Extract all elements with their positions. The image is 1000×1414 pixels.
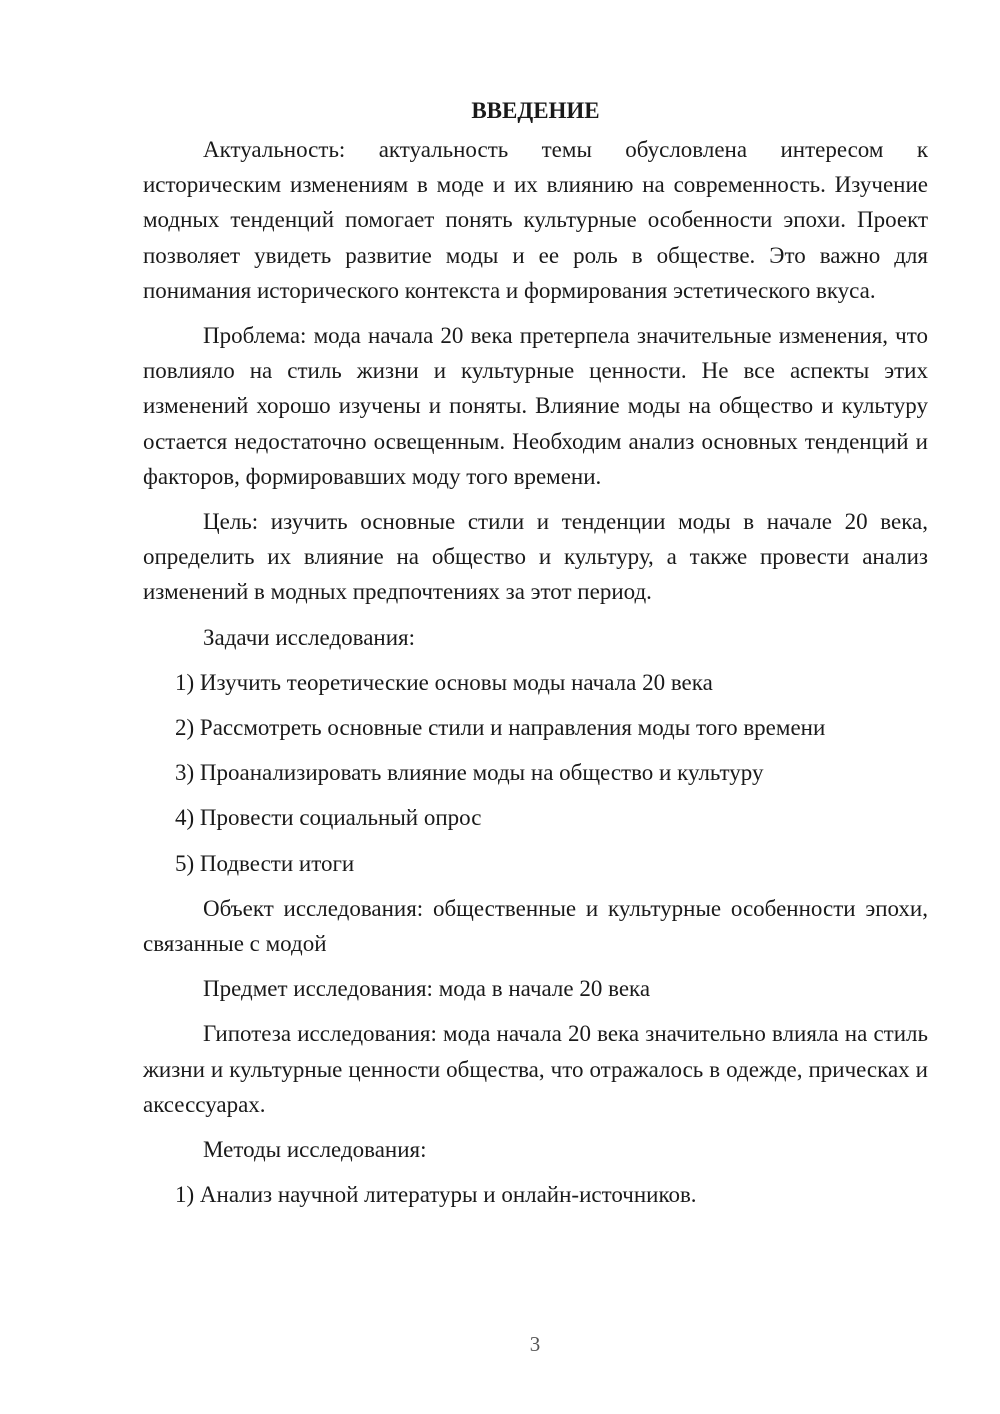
list-item: 4) Провести социальный опрос <box>175 805 482 831</box>
tasks-title: Задачи исследования: <box>203 624 416 650</box>
methods-title: Методы исследования: <box>203 1137 427 1163</box>
page-number: 3 <box>529 1332 541 1356</box>
object-paragraph: Объект исследования: общественные и культурные особенности эпохи, связанные с модой <box>143 895 928 957</box>
problem-paragraph: Проблема: мода начала 20 века претерпела значительные изменения, что повлияло на стиль жизни и культурные ценности. Не все аспекты этих изменений хорошо изучены и поняты. Влияние моды на общество и культуру остается недостаточно освещенным. Необходим анализ основных тенденций и факторов, формировавших моду того времени. <box>143 323 928 489</box>
list-item: 1) Анализ научной литературы и онлайн-источников. <box>175 1182 697 1208</box>
hypothesis-paragraph: Гипотеза исследования: мода начала 20 века значительно влияла на стиль жизни и культурные ценности общества, что отражалось в одежде, прическах и аксессуарах. <box>143 1021 928 1117</box>
goal-paragraph: Цель: изучить основные стили и тенденции моды в начале 20 века, определить их влияние на общество и культуру, а также провести анализ изменений в модных предпочтениях за этот период. <box>143 509 928 605</box>
subject-paragraph: Предмет исследования: мода в начале 20 века <box>203 976 651 1002</box>
list-item: 3) Проанализировать влияние моды на общество и культуру <box>175 760 764 786</box>
methods-list <box>143 1177 928 1212</box>
actuality-paragraph: Актуальность: актуальность темы обусловлена интересом к историческим изменениям в моде и их влиянию на современность. Изучение модных тенденций помогает понять культурные особенности эпохи. Проект позволяет увидеть развитие моды и ее роль в обществе. Это важно для понимания исторического контекста и формирования эстетического вкуса. <box>143 137 928 303</box>
tasks-list <box>143 665 928 881</box>
list-item: 1) Изучить теоретические основы моды начала 20 века <box>175 669 713 695</box>
section-heading: ВВЕДЕНИЕ <box>471 98 600 123</box>
page-content <box>143 96 928 1222</box>
list-item: 2) Рассмотреть основные стили и направления моды того времени <box>175 715 826 741</box>
list-item: 5) Подвести итоги <box>175 850 355 876</box>
